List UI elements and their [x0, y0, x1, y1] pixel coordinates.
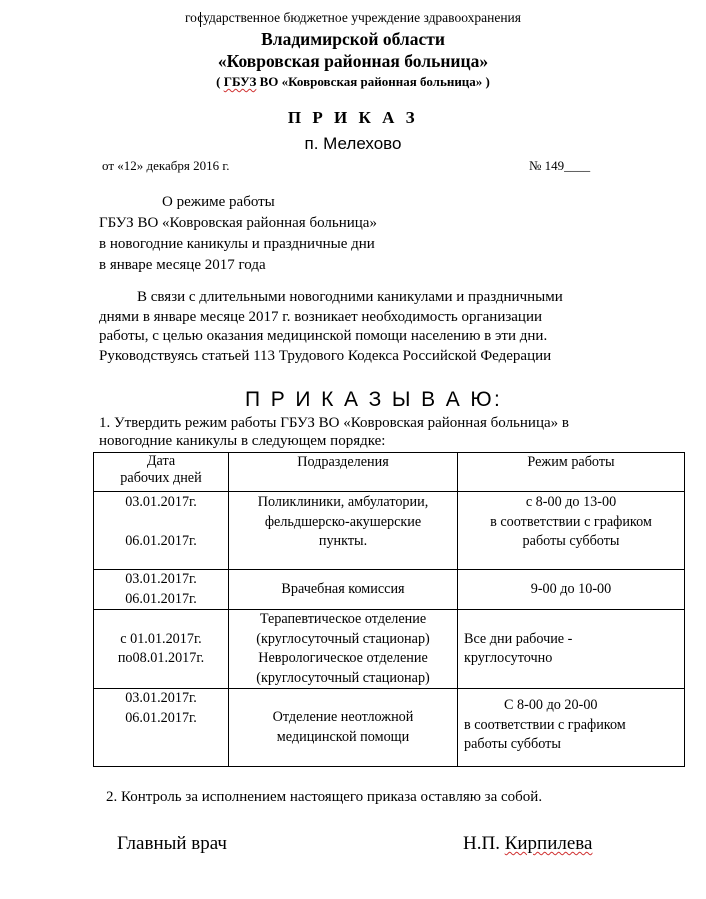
mode-line: С 8-00 до 20-00	[504, 697, 598, 713]
dept-cell	[229, 689, 458, 767]
dept-line: фельдшерско-акушерские	[264, 513, 422, 530]
org-type-line: государственное бюджетное учреждение здравоохранения	[184, 10, 521, 25]
mode-line: в соответствии с графиком	[464, 716, 626, 733]
order-item-1	[99, 414, 569, 450]
org-region-line: Владимирской области	[261, 29, 445, 49]
mode-line: Все дни рабочие -	[464, 630, 573, 647]
date-cell	[94, 570, 229, 610]
subject-line: О режиме работы	[162, 194, 275, 210]
table-row	[94, 492, 685, 570]
abbr-rest: ВО «Ковровская районная больница» )	[256, 74, 490, 89]
subject-line: ГБУЗ ВО «Ковровская районная больница»	[99, 215, 377, 231]
date-line: 03.01.2017г.	[125, 571, 197, 587]
preamble-line: днями в январе месяце 2017 г. возникает необходимость организации	[99, 308, 543, 325]
date-line: 06.01.2017г.	[125, 590, 197, 607]
signatory-initials: Н.П.	[463, 833, 505, 854]
table-header-row	[94, 453, 685, 492]
dept-line: пункты.	[318, 533, 368, 549]
document-place: п. Мелехово	[304, 134, 402, 153]
subject-line: в новогодние каникулы и праздничные дни	[99, 236, 375, 252]
preamble-line: работы, с целью оказания медицинской помощи населению в эти дни.	[99, 328, 548, 344]
mode-line: в соответствии с графиком	[490, 513, 652, 530]
date-line: 03.01.2017г.	[125, 690, 197, 706]
date-cell	[94, 492, 229, 570]
preamble-paragraph	[99, 288, 563, 366]
dept-line: медицинской помощи	[276, 728, 410, 745]
mode-line: круглосуточно	[464, 650, 553, 666]
signatory-title: Главный врач	[117, 833, 227, 854]
date-cell	[94, 689, 229, 767]
mode-cell	[458, 570, 685, 610]
document-number: № 149____	[529, 158, 591, 173]
signatory-surname: Кирпилева	[504, 833, 593, 854]
mode-line: с 8-00 до 13-00	[525, 494, 617, 510]
header-date-line: Дата	[146, 453, 176, 469]
dept-line: (круглосуточный стационар)	[256, 630, 430, 647]
item1-line: 1. Утвердить режим работы ГБУЗ ВО «Ковровская районная больница» в	[99, 415, 569, 431]
item1-line: новогодние каникулы в следующем порядке:	[99, 433, 386, 449]
dept-line: (круглосуточный стационар)	[256, 669, 430, 686]
header-cell-date	[94, 453, 229, 492]
dept-cell	[229, 570, 458, 610]
date-line: с 01.01.2017г.	[120, 630, 202, 647]
mode-line: работы субботы	[464, 736, 561, 752]
dept-cell	[229, 492, 458, 570]
table-row	[94, 570, 685, 610]
signatory-name	[463, 833, 592, 855]
mode-cell	[458, 492, 685, 570]
header-cell-mode: Режим работы	[458, 453, 685, 492]
document-type-title: П Р И К А З	[287, 108, 419, 127]
order-heading: П Р И К А З Ы В А Ю:	[245, 388, 503, 411]
preamble-line: Руководствуясь статьей 113 Трудового Кодекса Российской Федерации	[99, 347, 552, 364]
date-line: 06.01.2017г.	[125, 533, 197, 549]
date-line: 03.01.2017г.	[125, 494, 197, 510]
dept-line: Отделение неотложной	[272, 709, 414, 725]
org-name-line: «Ковровская районная больница»	[217, 51, 489, 71]
header-date-line: рабочих дней	[120, 470, 202, 486]
schedule-table	[93, 452, 685, 767]
mode-line: 9-00 до 10-00	[530, 580, 612, 597]
dept-line: Неврологическое отделение	[258, 650, 428, 666]
abbr-open: (	[216, 74, 224, 89]
dept-line: Терапевтическое отделение	[259, 611, 427, 627]
subject-line: в январе месяце 2017 года	[99, 257, 266, 273]
date-line: по08.01.2017г.	[117, 650, 205, 666]
table-row	[94, 610, 685, 689]
mode-line: работы субботы	[522, 533, 620, 549]
abbr-word: ГБУЗ	[223, 74, 257, 89]
header-cell-dept: Подразделения	[229, 453, 458, 492]
mode-cell	[458, 610, 685, 689]
order-item-2: 2. Контроль за исполнением настоящего приказа оставляю за собой.	[106, 789, 543, 805]
org-abbreviation-line	[0, 74, 706, 90]
mode-cell	[458, 689, 685, 767]
document-date: от «12» декабря 2016 г.	[102, 158, 230, 173]
table-row	[94, 689, 685, 767]
order-subject	[99, 192, 377, 276]
preamble-line: В связи с длительными новогодними каникулами и праздничными	[137, 289, 563, 305]
date-cell	[94, 610, 229, 689]
dept-cell	[229, 610, 458, 689]
dept-line: Поликлиники, амбулатории,	[257, 494, 429, 510]
dept-line: Врачебная комиссия	[281, 580, 405, 597]
date-line: 06.01.2017г.	[125, 709, 197, 726]
